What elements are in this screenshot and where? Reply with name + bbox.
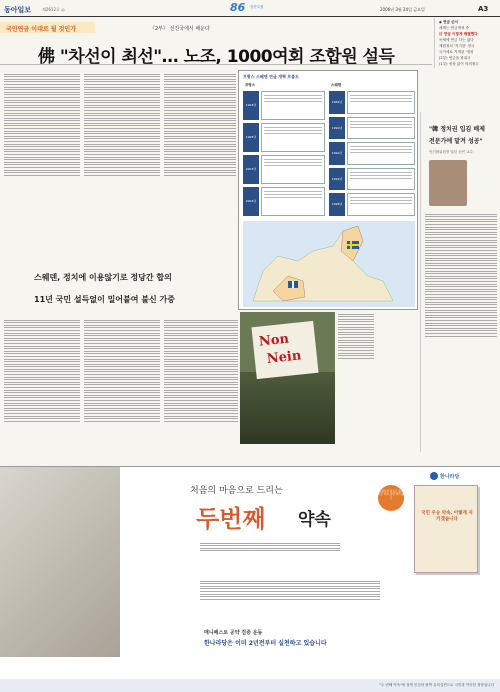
- photo-crowd: [240, 372, 335, 444]
- timeline-text-line: [264, 159, 322, 160]
- timeline-cell: [261, 91, 325, 120]
- timeline-text-line: [264, 95, 322, 96]
- ad-tagline: 처음의 마음으로 드리는: [190, 486, 283, 496]
- timeline-row: [243, 91, 325, 120]
- map-graphic: [243, 221, 415, 307]
- timeline-text-line: [350, 149, 412, 150]
- headline-rule: [0, 64, 432, 65]
- book-cover-title: 국민 우승 약속, 이렇게 지키겠습니다: [421, 511, 473, 522]
- sidebar-list: [439, 25, 500, 67]
- timeline-year: 1984년: [329, 91, 345, 114]
- edition-info: 제2612호 ◎: [42, 7, 65, 12]
- interview-title-1: "韓 정치권 입김 배제: [429, 126, 485, 133]
- chart-label-france: 프랑스: [245, 83, 256, 87]
- timeline-text-line: [264, 127, 322, 128]
- interview-portrait: [429, 160, 467, 206]
- anniversary-badge: [218, 1, 278, 16]
- timeline-year: 1992년: [329, 142, 345, 165]
- subhead-2: 11년 국민 설득없이 밀어붙여 불신 가중: [34, 295, 175, 304]
- timeline-cell: [347, 91, 415, 114]
- timeline-year: 1994년: [329, 168, 345, 191]
- masthead-rule: [0, 16, 500, 17]
- timeline-cell: [347, 117, 415, 140]
- section-tag: [0, 22, 430, 34]
- sidebar-item: (2부) 연금을 왕위국: [439, 56, 471, 60]
- section-tag-label: 국민연금 이대로 될 것인가: [6, 26, 77, 33]
- timeline-year: 1990년: [329, 117, 345, 140]
- timeline-year: 1995년: [243, 123, 259, 152]
- advertisement: [0, 466, 500, 691]
- sidebar-item: 국가세로 기개된 '정치: [439, 50, 474, 54]
- sign-text-non: Non: [258, 331, 290, 350]
- sidebar: [434, 18, 500, 68]
- sidebar-item: (1부) 정상 없이 학의정두: [439, 62, 479, 66]
- timeline-text-line: [350, 95, 412, 96]
- timeline-cell: [261, 187, 325, 216]
- timeline-row: [329, 193, 415, 216]
- timeline-text-line: [350, 101, 412, 102]
- sidebar-item: 세계는 연금개혁 중: [439, 26, 470, 30]
- interview-text: [425, 212, 497, 422]
- timeline-row: [329, 168, 415, 191]
- circle-note-text: 정당사상 최초로 공약으로 약속 실천 백서 발간: [378, 490, 404, 500]
- timeline-text-line: [264, 165, 322, 166]
- interview-title-2: 전문가에 맡겨 성공": [429, 138, 483, 145]
- date: 2006년 3월 24일 금요일: [380, 7, 425, 12]
- timeline-text-line: [264, 133, 322, 134]
- newspaper-logo: 동아일보: [4, 5, 32, 14]
- sidebar-item: 독체에 연금 다는 없다: [439, 38, 474, 42]
- ad-brand: [430, 471, 494, 481]
- sign-text-nein: Nein: [266, 348, 303, 367]
- article-column-6: [164, 318, 238, 458]
- timeline-text-line: [350, 98, 412, 99]
- timeline-cell: [347, 193, 415, 216]
- timeline-text-line: [350, 178, 412, 179]
- article-column-2: [84, 72, 160, 207]
- article-column-1: [4, 72, 80, 207]
- timeline-text-line: [350, 121, 412, 122]
- france-timeline: [243, 91, 325, 231]
- party-logo-icon: [430, 472, 438, 480]
- ad-bottom-bar: [0, 679, 500, 692]
- timeline-row: [243, 187, 325, 216]
- timeline-text-line: [350, 175, 412, 176]
- timeline-row: [329, 117, 415, 140]
- ad-checklist: [200, 579, 380, 621]
- timeline-text-line: [264, 194, 322, 195]
- ad-footer: [200, 629, 480, 659]
- masthead: [0, 0, 500, 16]
- sweden-timeline: [329, 91, 415, 231]
- page-number: A3: [478, 5, 489, 13]
- timeline-cell: [261, 155, 325, 184]
- timeline-year: 2004년: [243, 187, 259, 216]
- article-column-4: [4, 318, 80, 458]
- ad-circle-note: [378, 485, 404, 511]
- photo-caption-column: [338, 312, 374, 444]
- timeline-row: [329, 142, 415, 165]
- ad-footer-line-2: 한나라당은 이미 2년전부터 실천하고 있습니다: [204, 640, 327, 647]
- timeline-text-line: [264, 197, 322, 198]
- europe-map: [243, 221, 415, 307]
- interview-box: [420, 112, 500, 452]
- ad-body: [200, 541, 340, 561]
- timeline-cell: [261, 123, 325, 152]
- timeline-text-line: [350, 172, 412, 173]
- timeline-text-line: [350, 124, 412, 125]
- headline: 佛 "차선이 최선"… 노조, 1000여회 조합원 설득: [38, 47, 395, 67]
- sidebar-header: ◆ 연금 순서: [439, 20, 459, 24]
- timeline-text-line: [350, 197, 412, 198]
- ad-checklist-text: [200, 579, 380, 621]
- anniversary-number: 86: [230, 1, 246, 14]
- timeline-text-line: [350, 152, 412, 153]
- ad-footer-line-1: 매니페스토 공약 검증 운동: [204, 630, 263, 636]
- timeline-row: [329, 91, 415, 114]
- timeline-cell: [347, 168, 415, 191]
- timeline-year: 2003년: [243, 155, 259, 184]
- timeline-text-line: [264, 191, 322, 192]
- sidebar-item: 재원정의 '지기한' 정국: [439, 44, 475, 48]
- timeline-text-line: [350, 127, 412, 128]
- timeline-text-line: [264, 130, 322, 131]
- ad-promise-big: 두번째: [196, 504, 266, 533]
- timeline-year: 1993년: [243, 91, 259, 120]
- interview-byline: 안건환위원장 알린 송민 교수: [429, 150, 473, 154]
- article-column-3: [164, 72, 236, 207]
- chart-label-sweden: 스웨덴: [331, 83, 342, 87]
- ad-book: [414, 485, 478, 573]
- timeline-text-line: [264, 98, 322, 99]
- series-label: 《2부》 선진국에서 배운다: [150, 26, 210, 32]
- ad-brand-name: 한나라당: [440, 474, 460, 480]
- ad-photo: [0, 467, 120, 657]
- reform-chart: [238, 70, 418, 310]
- anniversary-sub: 창간특집: [250, 5, 264, 9]
- timeline-text-line: [350, 146, 412, 147]
- timeline-text-line: [350, 200, 412, 201]
- timeline-text-line: [350, 203, 412, 204]
- ad-bottom-note: "두 번째 약속"에 정책 민심의 완벽 유의실현으로 국민과 약속한 정당입니다: [379, 683, 494, 687]
- protest-photo: [240, 312, 335, 444]
- chart-title: 프랑스 스웨덴 연금 개혁 흐름도: [243, 74, 299, 79]
- timeline-year: 1998년: [329, 193, 345, 216]
- subhead-1: 스웨덴, 정치에 이용않기로 정당간 합의: [34, 273, 172, 282]
- article-column-5: [84, 318, 160, 458]
- timeline-row: [243, 123, 325, 152]
- sidebar-item: 日 연금 이렇게 해결했다: [439, 32, 478, 36]
- timeline-row: [243, 155, 325, 184]
- timeline-cell: [347, 142, 415, 165]
- ad-promise-word: 약속: [298, 510, 331, 530]
- protest-sign: [251, 321, 318, 379]
- timeline-text-line: [264, 162, 322, 163]
- timeline-text-line: [264, 101, 322, 102]
